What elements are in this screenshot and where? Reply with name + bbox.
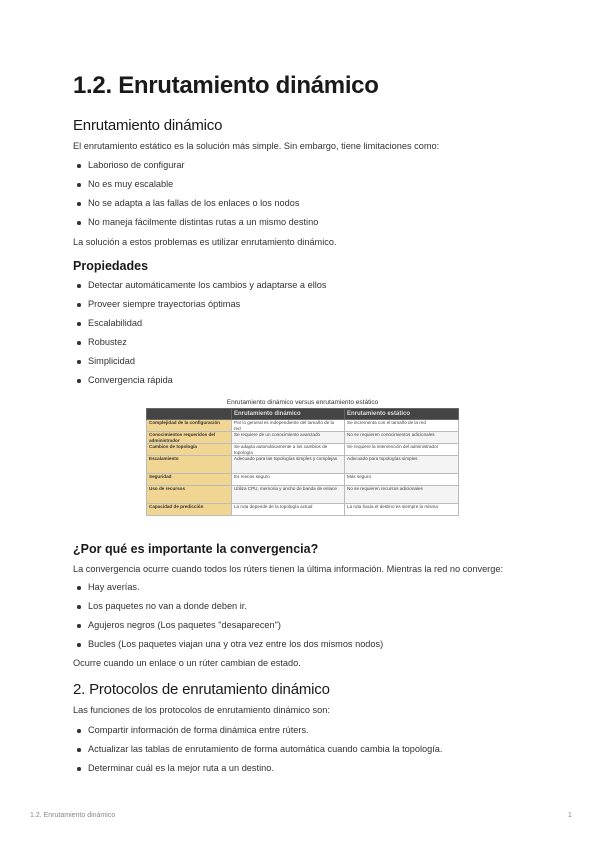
table-row (147, 456, 459, 474)
table-cell: Se requiere la intervención del administrador (345, 444, 459, 456)
row-header: Complejidad de la configuración (147, 420, 232, 432)
convergence-intro: La convergencia ocurre cuando todos los rúters tienen la última información. Mientras la red no converge: (73, 564, 504, 574)
row-header: Seguridad (147, 474, 232, 486)
table-cell: La ruta hacia el destino es siempre la misma (345, 504, 459, 516)
table-cell: Se incrementa con el tamaño de la red (345, 420, 459, 432)
table-row (147, 444, 459, 456)
section1-intro: El enrutamiento estático es la solución más simple. Sin embargo, tiene limitaciones como: (73, 141, 440, 151)
table-cell: Adecuado para las topologías simples y complejas (232, 456, 345, 474)
list-item: Simplicidad (73, 355, 327, 367)
section2-heading: 2. Protocolos de enrutamiento dinámico (73, 681, 330, 698)
table-row (147, 486, 459, 504)
comparison-figure (146, 399, 459, 516)
table-row (147, 432, 459, 444)
table-cell: Por lo general es independiente del tamaño de la red (232, 420, 345, 432)
page-title: 1.2. Enrutamiento dinámico (73, 72, 379, 99)
table-cell: No se requieren conocimientos adicionales (345, 432, 459, 444)
convergence-outro: Ocurre cuando un enlace o un rúter cambian de estado. (73, 658, 301, 668)
row-header: Conocimientos requeridos del administrador (147, 432, 232, 444)
table-header-dynamic: Enrutamiento dinámico (232, 409, 345, 420)
list-item: No se adapta a las fallas de los enlaces o los nodos (73, 197, 318, 209)
table-cell: Se adapta automáticamente a los cambios de topología (232, 444, 345, 456)
comparison-table (146, 408, 459, 516)
list-item: Hay averías. (73, 581, 383, 593)
section-heading-enrutamiento: Enrutamiento dinámico (73, 117, 223, 134)
convergence-list (73, 581, 383, 657)
footer-title: 1.2. Enrutamiento dinámico (30, 812, 116, 819)
list-item: No es muy escalable (73, 178, 318, 190)
table-cell: Es menos seguro (232, 474, 345, 486)
row-header: Capacidad de predicción (147, 504, 232, 516)
section2-intro: Las funciones de los protocolos de enrutamiento dinámico son: (73, 705, 330, 715)
table-row (147, 474, 459, 486)
row-header: Escalamiento (147, 456, 232, 474)
table-cell: La ruta depende de la topología actual (232, 504, 345, 516)
table-cell: Adecuado para topologías simples (345, 456, 459, 474)
table-header-corner (147, 409, 232, 420)
list-item: Bucles (Los paquetes viajan una y otra vez entre los dos mismos nodos) (73, 638, 383, 650)
properties-list (73, 279, 327, 393)
list-item: Convergencia rápida (73, 374, 327, 386)
table-cell: Se requiere de un conocimiento avanzado (232, 432, 345, 444)
list-item: Actualizar las tablas de enrutamiento de forma automática cuando cambia la topología. (73, 743, 442, 755)
convergence-heading: ¿Por qué es importante la convergencia? (73, 542, 319, 556)
table-cell: Utiliza CPU, memoria y ancho de banda de enlace (232, 486, 345, 504)
row-header: Cambios de topología (147, 444, 232, 456)
list-item: Compartir información de forma dinámica entre rúters. (73, 724, 442, 736)
table-header-static: Enrutamiento estático (345, 409, 459, 420)
properties-heading: Propiedades (73, 259, 149, 273)
list-item: Los paquetes no van a donde deben ir. (73, 600, 383, 612)
table-row (147, 504, 459, 516)
list-item: Robustez (73, 336, 327, 348)
functions-list (73, 724, 442, 781)
table-cell: Más seguro (345, 474, 459, 486)
table-row (147, 420, 459, 432)
list-item: Determinar cuál es la mejor ruta a un destino. (73, 762, 442, 774)
row-header: Uso de recursos (147, 486, 232, 504)
list-item: Agujeros negros (Los paquetes "desaparecen") (73, 619, 383, 631)
list-item: Escalabilidad (73, 317, 327, 329)
page-number: 1 (568, 812, 572, 819)
list-item: Proveer siempre trayectorias óptimas (73, 298, 327, 310)
list-item: Laborioso de configurar (73, 159, 318, 171)
list-item: Detectar automáticamente los cambios y adaptarse a ellos (73, 279, 327, 291)
section1-outro: La solución a estos problemas es utilizar enrutamiento dinámico. (73, 237, 337, 247)
table-cell: No se requieren recursos adicionales (345, 486, 459, 504)
list-item: No maneja fácilmente distintas rutas a un mismo destino (73, 216, 318, 228)
limitations-list (73, 159, 318, 235)
figure-title: Enrutamiento dinámico versus enrutamiento estático (226, 399, 379, 406)
